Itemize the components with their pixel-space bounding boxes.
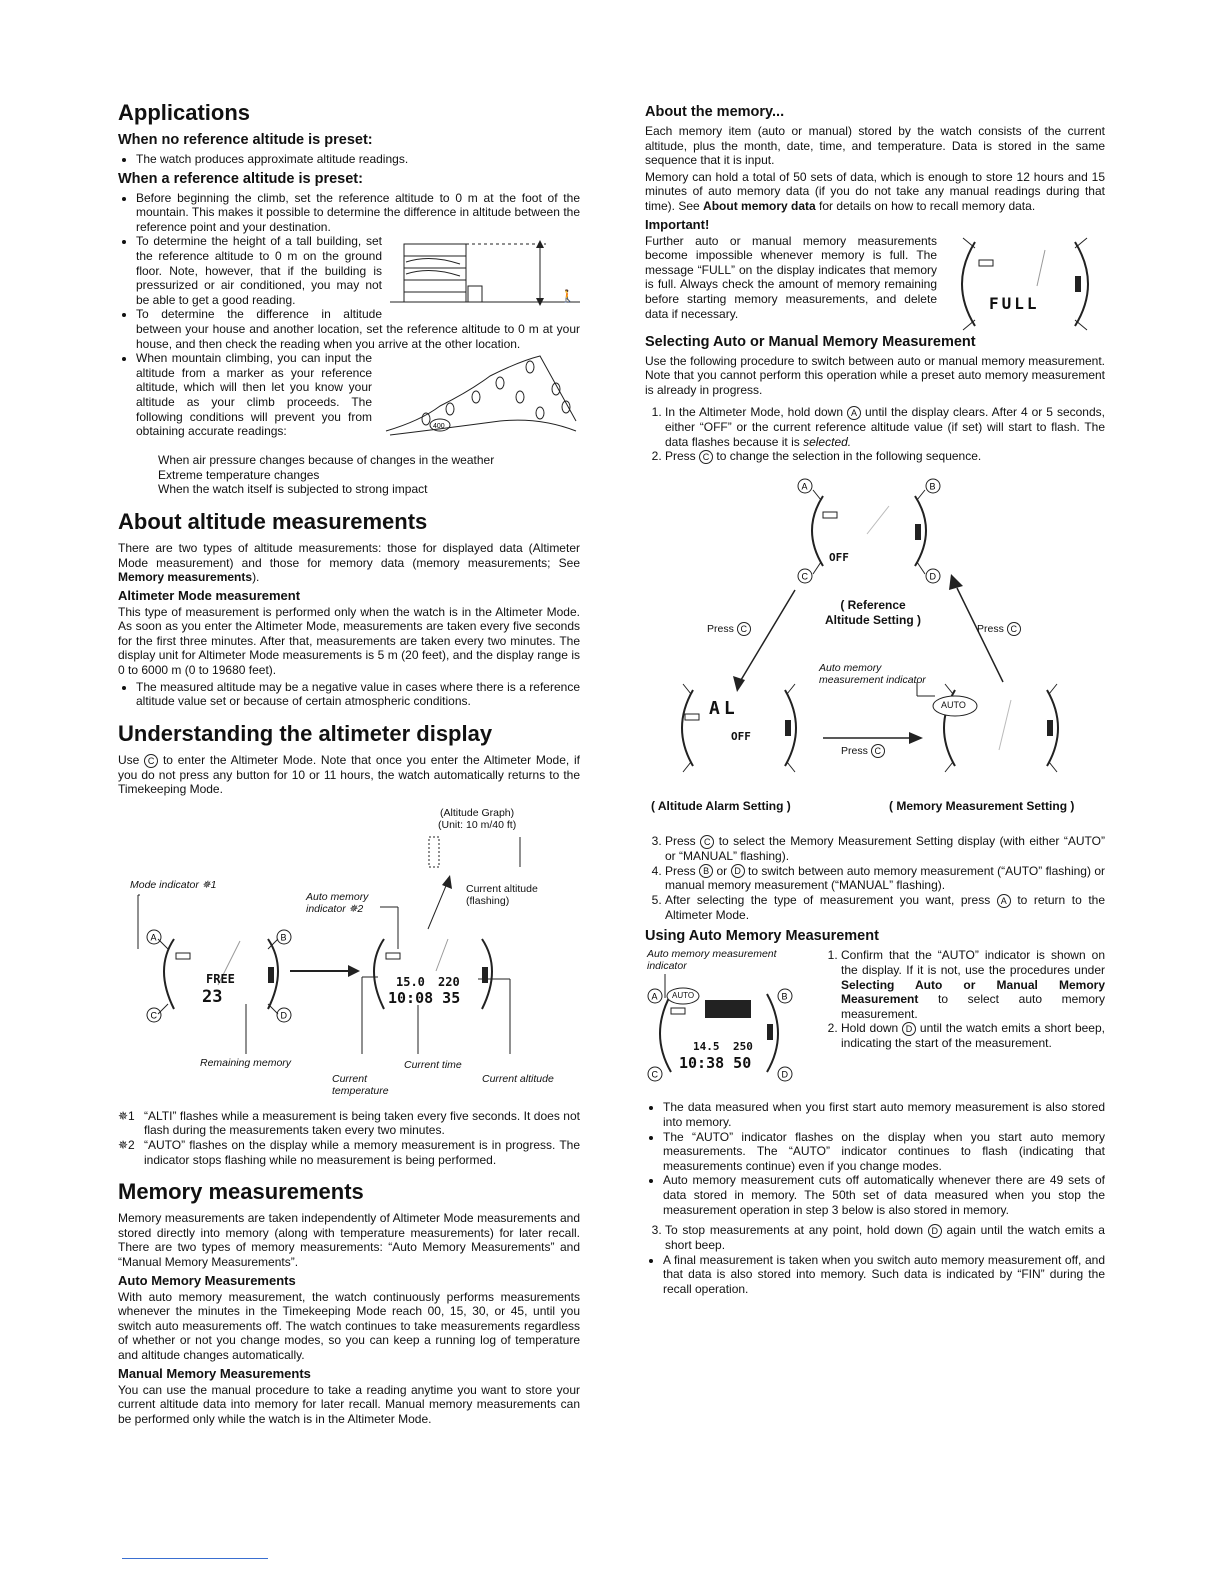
list-item: • Before beginning the climb, set the reference altitude to 0 m at the foot of the mountain. This makes it possible to determine the difference in altitude between the reference point and your destination. xyxy=(136,191,580,235)
sequence-svg xyxy=(645,470,1105,820)
current-altitude-flashing-label: Current altitude (flashing) xyxy=(466,882,538,907)
reference-altitude-label: ( Reference Altitude Setting ) xyxy=(825,598,921,628)
condition-item: When air pressure changes because of changes in the weather xyxy=(158,453,495,468)
list-item: • The “AUTO” indicator flashes on the display when you start auto memory measurements. The “AUTO” indicator continues to flash (indicating that measurements continue) even if you change modes. xyxy=(663,1130,1105,1174)
auto-watch-figure xyxy=(645,948,817,1094)
altitude-alarm-label: ( Altitude Alarm Setting ) xyxy=(651,799,791,814)
full-watch-figure xyxy=(945,236,1105,332)
altitude-graph-label: (Altitude Graph) (Unit: 10 m/40 ft) xyxy=(438,806,517,831)
lcd-al: AL xyxy=(709,698,739,720)
lcd-time: 10:08 35 xyxy=(388,988,461,1007)
lcd-alt-2: 250 xyxy=(733,1040,753,1054)
auto-memory-heading: Auto Memory Measurements xyxy=(118,1272,296,1288)
mode-indicator-label: Mode indicator ✵1 xyxy=(130,878,217,891)
memory-title: Memory measurements xyxy=(118,1179,364,1205)
using-section xyxy=(645,948,1105,1094)
list-item: 2. Hold down D until the watch emits a short beep, indicating the start of the measurement. xyxy=(841,1021,1105,1050)
lcd-free: FREE xyxy=(206,971,235,986)
svg-text:C: C xyxy=(651,1069,658,1080)
using-title: Using Auto Memory Measurement xyxy=(645,928,879,945)
auto-memory-indicator-label: Auto memory measurement indicator xyxy=(819,662,926,687)
important-heading: Important! xyxy=(645,216,710,232)
svg-text:C: C xyxy=(801,571,808,582)
about-memory-p1: Each memory item (auto or manual) stored by the watch consists of the current altitude, plus the month, date, time, and temperature. Data is stored in the same sequence that it is input. xyxy=(645,124,1105,168)
press-c-right: Press C xyxy=(977,622,1021,636)
left-column xyxy=(118,100,580,1428)
condition-item: Extreme temperature changes xyxy=(158,467,320,482)
select-title: Selecting Auto or Manual Memory Measurement xyxy=(645,333,976,350)
press-c-bottom: Press C xyxy=(841,744,885,758)
altimeter-mode-paragraph: This type of measurement is performed only when the watch is in the Altimeter Mode. As soon as you enter the Altimeter Mode, measurements are taken every five seconds for the first three minutes. After that, measurements are taken every two minutes. The display unit for Altimeter Mode measurements is 5 m (20 feet), and the display range is 0 to 6000 m (0 to 19680 feet). xyxy=(118,604,580,678)
svg-text:D: D xyxy=(929,571,936,582)
altimeter-mode-subheading: Altimeter Mode measurement xyxy=(118,587,301,603)
manual-memory-heading: Manual Memory Measurements xyxy=(118,1365,311,1381)
about-alt-paragraph: There are two types of altitude measurements: those for displayed data (Altimeter Mode measurement) and those for memory data (memory measurements; See Memory measurements). xyxy=(118,540,580,585)
altimeter-figure-svg xyxy=(118,799,580,1089)
lcd-altitude: 220 xyxy=(438,974,460,989)
no-ref-list xyxy=(118,152,580,167)
list-item: • The data measured when you first start auto memory measurement is also stored into memory. xyxy=(663,1100,1105,1129)
footnotes xyxy=(118,1109,580,1167)
altimeter-mode-list xyxy=(118,680,580,709)
list-item: • The watch produces approximate altitude readings. xyxy=(136,152,580,167)
remaining-memory-label: Remaining memory xyxy=(200,1056,292,1069)
svg-text:400: • 400 xyxy=(433,423,445,431)
memory-measurement-label: ( Memory Measurement Setting ) xyxy=(889,799,1075,814)
select-steps-2 xyxy=(645,834,1105,922)
stop-step xyxy=(645,1223,1105,1252)
lcd-remaining: 23 xyxy=(202,986,223,1007)
applications-title: Applications xyxy=(118,100,251,125)
button-a-icon: A xyxy=(847,406,861,420)
display-title: Understanding the altimeter display xyxy=(118,720,493,746)
lcd-full: FULL xyxy=(989,293,1040,313)
auto-memory-paragraph: With auto memory measurement, the watch continuously performs measurements whenever the minutes in the Timekeeping Mode reach 00, 15, 30, or 45, until you switch auto measurements off. The watch continues to take measurements regardless of whether or not you change modes, so you can keep a running log of temperature and altitude changes automatically. xyxy=(118,1289,580,1362)
lcd-time-2: 10:38 50 xyxy=(679,1054,752,1073)
list-item: 3. To stop measurements at any point, hold down D again until the watch emits a short beep. xyxy=(665,1223,1105,1252)
using-bullets xyxy=(645,1100,1105,1217)
svg-text:A: A xyxy=(651,991,658,1002)
list-item: • Auto memory measurement cuts off automatically whenever there are 49 sets of data stored in memory. The 50th set of data measured when you stop the measurement operation in step 3 below is also stored in memory. xyxy=(663,1173,1105,1217)
important-paragraph: Further auto or manual memory measurements become impossible whenever memory is full. The message “FULL” on the display indicates that memory is full. Always check the amount of memory remaining before starting memory measurements, and delete data if necessary. xyxy=(645,233,937,321)
svg-text:B: B xyxy=(280,932,287,943)
selection-sequence-figure xyxy=(645,470,1105,820)
ref-list xyxy=(118,191,580,439)
list-item: • To determine the difference in altitude between your house and another location, set the reference altitude to 0 m at your house, and then check the reading when you arrive at the other location. xyxy=(136,307,580,351)
display-paragraph: Use C to enter the Altimeter Mode. Note that once you enter the Altimeter Mode, if you do not press any button for 10 or 11 hours, the watch automatically returns to the Timekeeping Mode. xyxy=(118,752,581,797)
using-steps xyxy=(821,948,1105,1050)
button-c-icon: C xyxy=(144,754,158,768)
list-item: • The measured altitude may be a negative value in cases where there is a reference altitude value set or because of certain atmospheric conditions. xyxy=(136,680,580,709)
svg-text:🚶: • 🚶 xyxy=(560,289,575,304)
svg-text:D: D xyxy=(781,1069,788,1080)
svg-text:B: B xyxy=(781,991,788,1002)
no-ref-heading: When no reference altitude is preset: xyxy=(118,132,373,148)
auto-memory-indicator-label: Auto memory indicator ✵2 xyxy=(306,890,369,915)
svg-text:D: D xyxy=(280,1010,287,1021)
about-memory-p2: Memory can hold a total of 50 sets of data, which is enough to store 12 hours and 15 minutes of auto memory data (if you do not take any manual readings during that time). See About memory data for details on how to recall memory data. xyxy=(645,169,1105,213)
altimeter-display-figure xyxy=(118,799,580,1097)
list-item: • A final measurement is taken when you switch auto memory measurement off, and that data is also stored into memory. Such data is indicated by “FIN” during the recall operation. xyxy=(663,1253,1105,1297)
condition-item: When the watch itself is subjected to strong impact xyxy=(158,482,428,497)
manual-memory-paragraph: You can use the manual procedure to take a reading anytime you want to store your current altitude data into memory for later recall. Manual memory measurements can be performed only while the watch is in the Altimeter Mode. xyxy=(118,1382,580,1426)
button-c-icon: C xyxy=(699,450,713,464)
current-time-label: Current time xyxy=(404,1058,462,1071)
footnote-1: ✵1 “ALTI” flashes while a measurement is being taken every five seconds. It does not flash during the measurements taken every two minutes. xyxy=(118,1108,580,1138)
list-item: 1. Confirm that the “AUTO” indicator is shown on the display. If it is not, use the procedures under Selecting Auto or Manual Memory Measurement to select auto memory measurement. xyxy=(841,948,1105,1021)
svg-text:A: A xyxy=(150,932,157,943)
building-figure xyxy=(390,234,580,308)
conditions xyxy=(158,453,580,497)
list-item: 5. After selecting the type of measurement you want, press A to return to the Altimeter Mode. xyxy=(665,893,1105,922)
current-altitude-label: Current altitude xyxy=(482,1072,554,1085)
right-column xyxy=(645,100,1105,1296)
list-item: • 400 When mountain climbing, you can input the altitude from a marker as your reference altitude, which will then let you know your altitude as your climb proceeds. The following conditions will prevent you from obtaining accurate readings: xyxy=(136,351,580,439)
building-illustration xyxy=(390,234,580,308)
svg-text:C: C xyxy=(150,1010,157,1021)
lcd-auto: AUTO xyxy=(941,700,966,711)
svg-text:A: A xyxy=(801,481,808,492)
mountain-figure xyxy=(380,351,580,451)
memory-paragraph: Memory measurements are taken independently of Altimeter Mode measurements and stored directly into memory (along with temperature measurements) for later recall. There are two types of memory measurements: “Auto Memory Measurements” and “Manual Memory Measurements”. xyxy=(118,1211,580,1270)
lcd-temp-2: 14.5 xyxy=(693,1040,720,1054)
list-item: 3. Press C to select the Memory Measurement Setting display (with either “AUTO” or “MANUAL” flashing). xyxy=(665,834,1105,863)
final-bullet xyxy=(645,1253,1105,1297)
list-item: • 🚶 To determine the height of a tall building, set the reference altitude to 0 m on the ground floor. Note, however, that if the building is pressurized or air conditioned, you may not be able to get a good reading. xyxy=(136,234,580,307)
current-temperature-label: Current temperature xyxy=(332,1072,389,1097)
select-steps xyxy=(645,405,1105,464)
footer-rule xyxy=(122,1558,268,1559)
about-alt-title: About altitude measurements xyxy=(118,508,428,534)
list-item: 4. Press B or D to switch between auto memory measurement (“AUTO” flashing) or manual memory measurement (“MANUAL” flashing). xyxy=(665,864,1105,893)
about-memory-title: About the memory... xyxy=(645,104,785,120)
mountain-illustration xyxy=(380,351,580,451)
select-paragraph: Use the following procedure to switch between auto or manual memory measurement. Note that you cannot perform this operation while a preset auto memory measurement is already in progress. xyxy=(645,353,1105,397)
list-item: 2. Press C to change the selection in the following sequence. xyxy=(665,449,1105,464)
svg-text:B: B xyxy=(929,481,936,492)
auto-watch-illustration xyxy=(645,948,817,1094)
lcd-off-left: OFF xyxy=(731,730,751,744)
lcd-temperature: 15.0 xyxy=(396,974,425,989)
footnote-2: ✵2 “AUTO” flashes on the display while a memory measurement is in progress. The indicator stops flashing while no measurement is being performed. xyxy=(118,1138,580,1167)
auto-indicator-label: Auto memory measurement indicator xyxy=(647,948,777,973)
ref-heading: When a reference altitude is preset: xyxy=(118,170,363,187)
press-c-left: Press C xyxy=(707,622,751,636)
full-watch-illustration xyxy=(945,236,1105,332)
list-item: 1. In the Altimeter Mode, hold down A until the display clears. After 4 or 5 seconds, either “OFF” or the current reference altitude value (if set) will start to flash. The data flashes because it is selected. xyxy=(665,405,1105,449)
lcd-off-top: OFF xyxy=(829,551,849,565)
lcd-auto-indicator: AUTO xyxy=(672,991,695,1001)
